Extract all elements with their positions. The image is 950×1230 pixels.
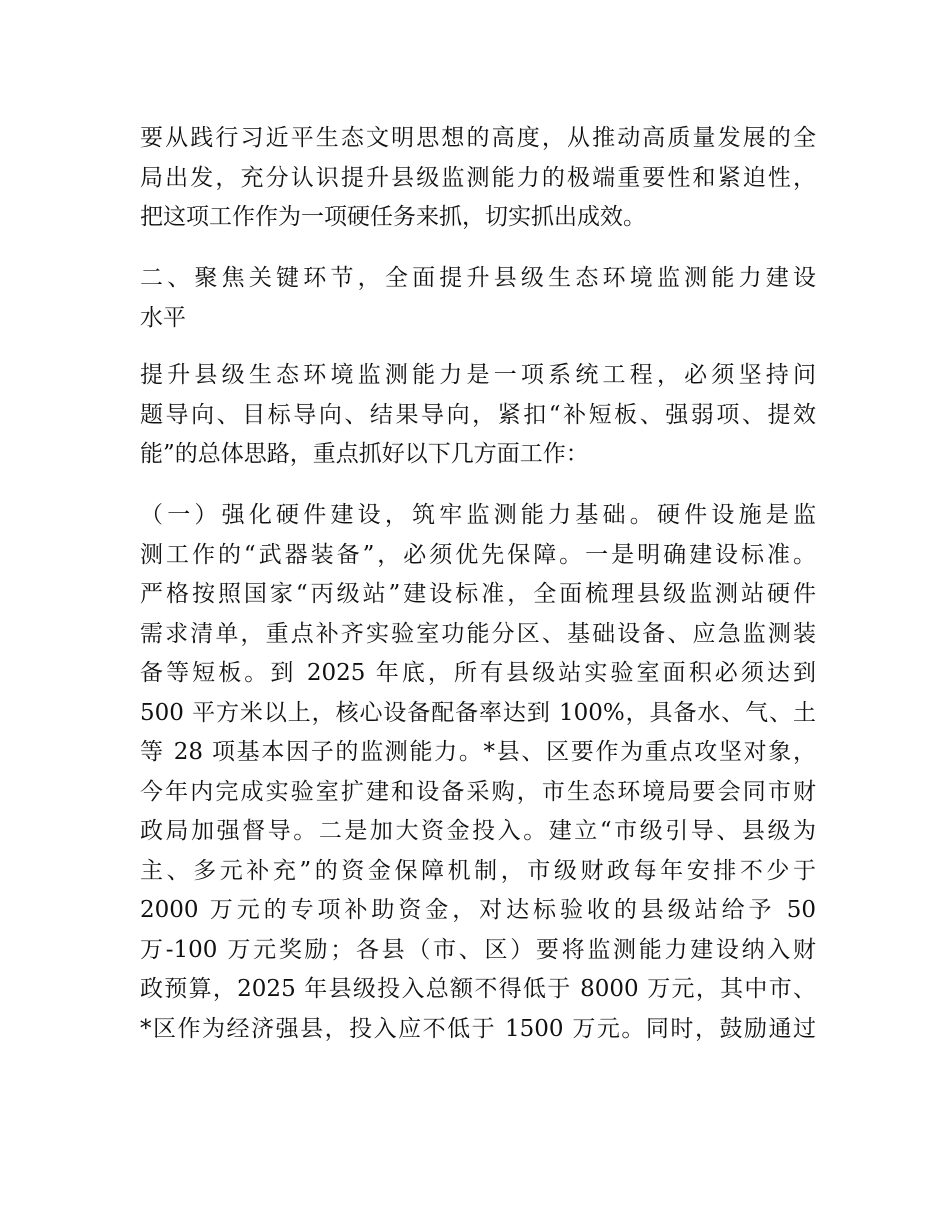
text-line: 严格按照国家“丙级站”建设标准，全面梳理县级监测站硬件 (140, 581, 816, 607)
text-line: 题导向、目标导向、结果导向，紧扣“补短板、强弱项、提效 (140, 401, 816, 428)
text-line: 把这项工作作为一项硬任务来抓，切实抓出成效。 (140, 204, 646, 230)
text-line: 万-100 万元奖励；各县（市、区）要将监测能力建设纳入财 (140, 936, 816, 963)
text-line: （一）强化硬件建设，筑牢监测能力基础。硬件设施是监 (140, 502, 816, 528)
paragraph-significance (140, 119, 816, 238)
text-line: 等 28 项基本因子的监测能力。*县、区要作为重点攻坚对象， (140, 739, 816, 765)
paragraph-intro (140, 356, 816, 475)
section-heading (140, 259, 816, 338)
text-line: 测工作的“武器装备”，必须优先保障。一是明确建设标准。 (140, 541, 816, 568)
text-line: 备等短板。到 2025 年底，所有县级站实验室面积必须达到 (140, 660, 816, 686)
text-line: 需求清单，重点补齐实验室功能分区、基础设备、应急监测装 (140, 620, 816, 647)
text-line: 2000 万元的专项补助资金，对达标验收的县级站给予 50 (140, 897, 816, 923)
text-line: 政局加强督导。二是加大资金投入。建立“市级引导、县级为 (140, 818, 816, 844)
text-line: 能”的总体思路，重点抓好以下几方面工作： (140, 441, 589, 467)
paragraph-hardware (140, 496, 816, 1049)
text-line: *区作为经济强县，投入应不低于 1500 万元。同时，鼓励通过 (140, 1015, 816, 1042)
text-line: 局出发，充分认识提升县级监测能力的极端重要性和紧迫性， (140, 164, 816, 191)
heading-line: 水平 (140, 304, 186, 331)
text-line: 政预算，2025 年县级投入总额不得低于 8000 万元，其中市、 (140, 976, 816, 1002)
text-line: 今年内完成实验室扩建和设备采购，市生态环境局要会同市财 (140, 778, 816, 805)
heading-line: 二、聚焦关键环节，全面提升县级生态环境监测能力建设 (140, 265, 816, 291)
text-line: 主、多元补充”的资金保障机制，市级财政每年安排不少于 (140, 857, 816, 884)
text-line: 500 平方米以上，核心设备配备率达到 100%，具备水、气、土 (140, 699, 816, 726)
text-line: 要从践行习近平生态文明思想的高度，从推动高质量发展的全 (140, 125, 816, 151)
text-line: 提升县级生态环境监测能力是一项系统工程，必须坚持问 (140, 362, 816, 388)
